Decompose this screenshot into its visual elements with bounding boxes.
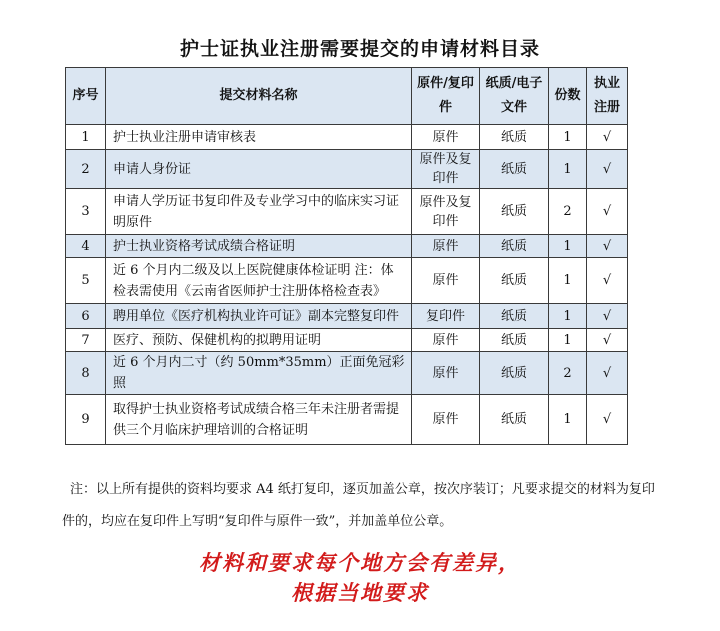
header-material-name: 提交材料名称: [106, 68, 412, 125]
table-row: [66, 352, 628, 395]
cell-material-name: 近 6 个月内二寸（约 50mm*35mm）正面免冠彩照: [106, 352, 412, 395]
cell-original-or-copy: 原件及复印件: [412, 189, 480, 235]
cell-no: 3: [66, 189, 106, 235]
header-copies: 份数: [549, 68, 587, 125]
cell-no: 4: [66, 235, 106, 258]
cell-no: 2: [66, 150, 106, 189]
cell-format: 纸质: [480, 304, 549, 329]
cell-copies: 1: [549, 258, 587, 304]
cell-original-or-copy: 原件: [412, 235, 480, 258]
cell-format: 纸质: [480, 189, 549, 235]
cell-original-or-copy: 原件及复印件: [412, 150, 480, 189]
table-row: [66, 304, 628, 329]
table-row: [66, 125, 628, 150]
materials-table: [65, 67, 628, 445]
table-header-row: [66, 68, 628, 125]
cell-format: 纸质: [480, 395, 549, 445]
cell-registration-check: √: [587, 258, 628, 304]
warning-line-1: 材料和要求每个地方会有差异，: [199, 551, 521, 575]
header-no: 序号: [66, 68, 106, 125]
cell-original-or-copy: 复印件: [412, 304, 480, 329]
document-title: 护士证执业注册需要提交的申请材料目录: [179, 38, 540, 60]
cell-format: 纸质: [480, 125, 549, 150]
cell-original-or-copy: 原件: [412, 329, 480, 352]
cell-copies: 2: [549, 352, 587, 395]
cell-no: 5: [66, 258, 106, 304]
cell-format: 纸质: [480, 150, 549, 189]
cell-copies: 2: [549, 189, 587, 235]
cell-material-name: 护士执业注册申请审核表: [106, 125, 412, 150]
table-row: [66, 235, 628, 258]
cell-material-name: 聘用单位《医疗机构执业许可证》副本完整复印件: [106, 304, 412, 329]
footnote: 注：以上所有提供的资料均要求 A4 纸打复印，逐页加盖公章，按次序装订；凡要求提交的材料为复印件的，均应在复印件上写明“复印件与原件一致”，并加盖单位公章。: [62, 482, 655, 529]
cell-material-name: 申请人身份证: [106, 150, 412, 189]
cell-registration-check: √: [587, 189, 628, 235]
cell-registration-check: √: [587, 329, 628, 352]
warning-line-2: 根据当地要求: [291, 581, 429, 605]
table-row: [66, 189, 628, 235]
cell-copies: 1: [549, 395, 587, 445]
cell-no: 9: [66, 395, 106, 445]
cell-material-name: 申请人学历证书复印件及专业学习中的临床实习证明原件: [106, 189, 412, 235]
cell-registration-check: √: [587, 395, 628, 445]
cell-material-name: 护士执业资格考试成绩合格证明: [106, 235, 412, 258]
cell-format: 纸质: [480, 258, 549, 304]
table-row: [66, 258, 628, 304]
cell-registration-check: √: [587, 150, 628, 189]
cell-copies: 1: [549, 150, 587, 189]
cell-copies: 1: [549, 304, 587, 329]
cell-copies: 1: [549, 125, 587, 150]
cell-material-name: 近 6 个月内二级及以上医院健康体检证明 注：体检表需使用《云南省医师护士注册体格检查表》: [106, 258, 412, 304]
cell-registration-check: √: [587, 352, 628, 395]
cell-format: 纸质: [480, 352, 549, 395]
header-practice-registration: 执业注册: [587, 68, 628, 125]
cell-format: 纸质: [480, 235, 549, 258]
cell-format: 纸质: [480, 329, 549, 352]
cell-original-or-copy: 原件: [412, 395, 480, 445]
cell-no: 6: [66, 304, 106, 329]
table-row: [66, 395, 628, 445]
cell-copies: 1: [549, 329, 587, 352]
cell-material-name: 取得护士执业资格考试成绩合格三年未注册者需提供三个月临床护理培训的合格证明: [106, 395, 412, 445]
cell-no: 8: [66, 352, 106, 395]
cell-no: 7: [66, 329, 106, 352]
cell-original-or-copy: 原件: [412, 258, 480, 304]
cell-no: 1: [66, 125, 106, 150]
header-format: 纸质/电子文件: [480, 68, 549, 125]
cell-registration-check: √: [587, 304, 628, 329]
cell-original-or-copy: 原件: [412, 125, 480, 150]
cell-material-name: 医疗、预防、保健机构的拟聘用证明: [106, 329, 412, 352]
cell-registration-check: √: [587, 235, 628, 258]
cell-registration-check: √: [587, 125, 628, 150]
cell-copies: 1: [549, 235, 587, 258]
regional-warning: [0, 548, 720, 608]
table-row: [66, 329, 628, 352]
cell-original-or-copy: 原件: [412, 352, 480, 395]
table-row: [66, 150, 628, 189]
header-original-or-copy: 原件/复印件: [412, 68, 480, 125]
